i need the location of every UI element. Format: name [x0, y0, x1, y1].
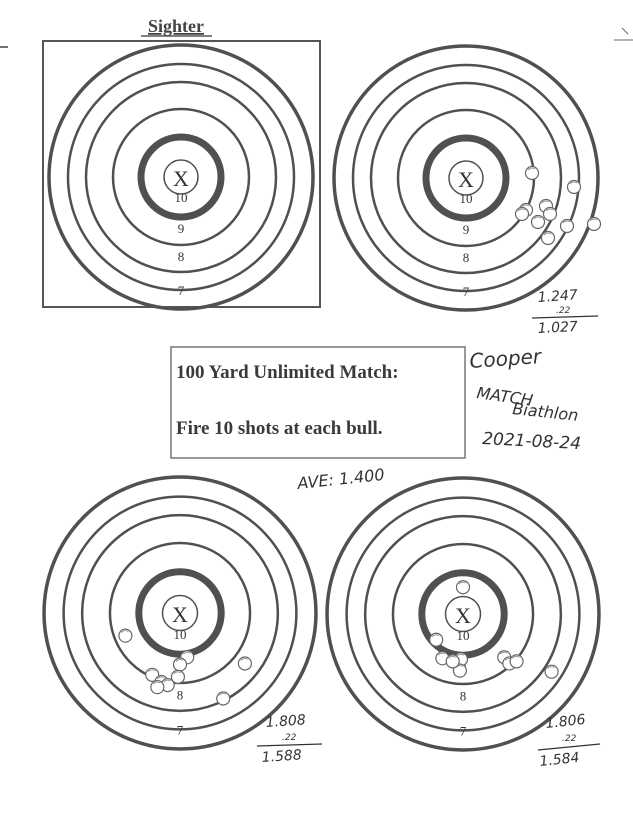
shot-hole	[430, 633, 443, 646]
shot-hole	[510, 655, 523, 668]
ring-label-r10: 10	[459, 191, 473, 206]
ring-label-r7: 7	[462, 284, 470, 299]
ring-label-x: X	[173, 166, 189, 191]
shooter-name: Cooper	[468, 344, 542, 373]
caliber: .22	[556, 306, 571, 316]
shot-hole	[151, 681, 164, 694]
match-title: 100 Yard Unlimited Match:	[176, 362, 399, 383]
rifle-line-2: Biathlon	[511, 399, 580, 425]
measurement-bottom-right	[538, 712, 600, 770]
ring-label-r8: 8	[459, 688, 467, 704]
ring-label-r10: 10	[456, 627, 470, 643]
match-instruction: Fire 10 shots at each bull.	[176, 418, 383, 439]
shot-hole	[532, 216, 545, 229]
average-note: AVE: 1.400	[296, 464, 386, 493]
ring-label-x: X	[172, 602, 188, 628]
sighter-label: Sighter	[148, 16, 204, 36]
shot-hole	[568, 181, 581, 194]
shot-hole	[588, 218, 601, 231]
shot-hole	[238, 657, 251, 670]
shot-hole	[446, 655, 459, 668]
shot-hole	[457, 581, 470, 594]
ring-label-x: X	[458, 167, 474, 192]
rifle-line-1: MATCH	[475, 383, 535, 410]
ring-label-r7: 7	[177, 283, 185, 298]
shot-hole	[217, 692, 230, 705]
caliber: .22	[282, 733, 297, 743]
ring-label-r9: 9	[177, 221, 185, 236]
ring-label-r7: 7	[459, 723, 467, 739]
shot-hole	[545, 665, 558, 678]
ring-label-r8: 8	[462, 250, 470, 265]
shot-hole	[119, 629, 132, 642]
group-size: 1.808	[265, 712, 307, 731]
measurement-top-right	[532, 287, 598, 337]
net-size: 1.588	[261, 747, 303, 766]
page-edge-mark	[622, 28, 628, 34]
shot-hole	[516, 208, 529, 221]
group-size: 1.247	[537, 287, 579, 306]
ring-label-r9: 9	[462, 222, 470, 237]
divider	[532, 316, 598, 318]
caliber: .22	[562, 734, 577, 744]
bottom-right-target	[327, 478, 599, 750]
ring-label-r8: 8	[177, 249, 185, 264]
shot-hole	[174, 658, 187, 671]
shot-hole	[561, 220, 574, 233]
net-size: 1.027	[537, 318, 579, 337]
ring-label-r10: 10	[173, 626, 187, 642]
shot-hole	[542, 232, 555, 245]
shot-hole	[544, 208, 557, 221]
bottom-left-target	[44, 477, 316, 749]
divider	[538, 744, 600, 750]
ring-label-r8: 8	[176, 687, 184, 703]
net-size: 1.584	[538, 749, 581, 770]
divider	[257, 744, 322, 746]
group-size: 1.806	[544, 711, 587, 732]
ring-label-r10: 10	[174, 190, 188, 205]
measurement-bottom-left	[257, 712, 322, 766]
match-date: 2021-08-24	[481, 429, 582, 455]
ring-label-x: X	[455, 603, 471, 629]
ring-label-r7: 7	[176, 722, 184, 738]
top-right-target	[334, 46, 601, 310]
shot-hole	[526, 167, 539, 180]
sighter-target	[49, 45, 313, 309]
